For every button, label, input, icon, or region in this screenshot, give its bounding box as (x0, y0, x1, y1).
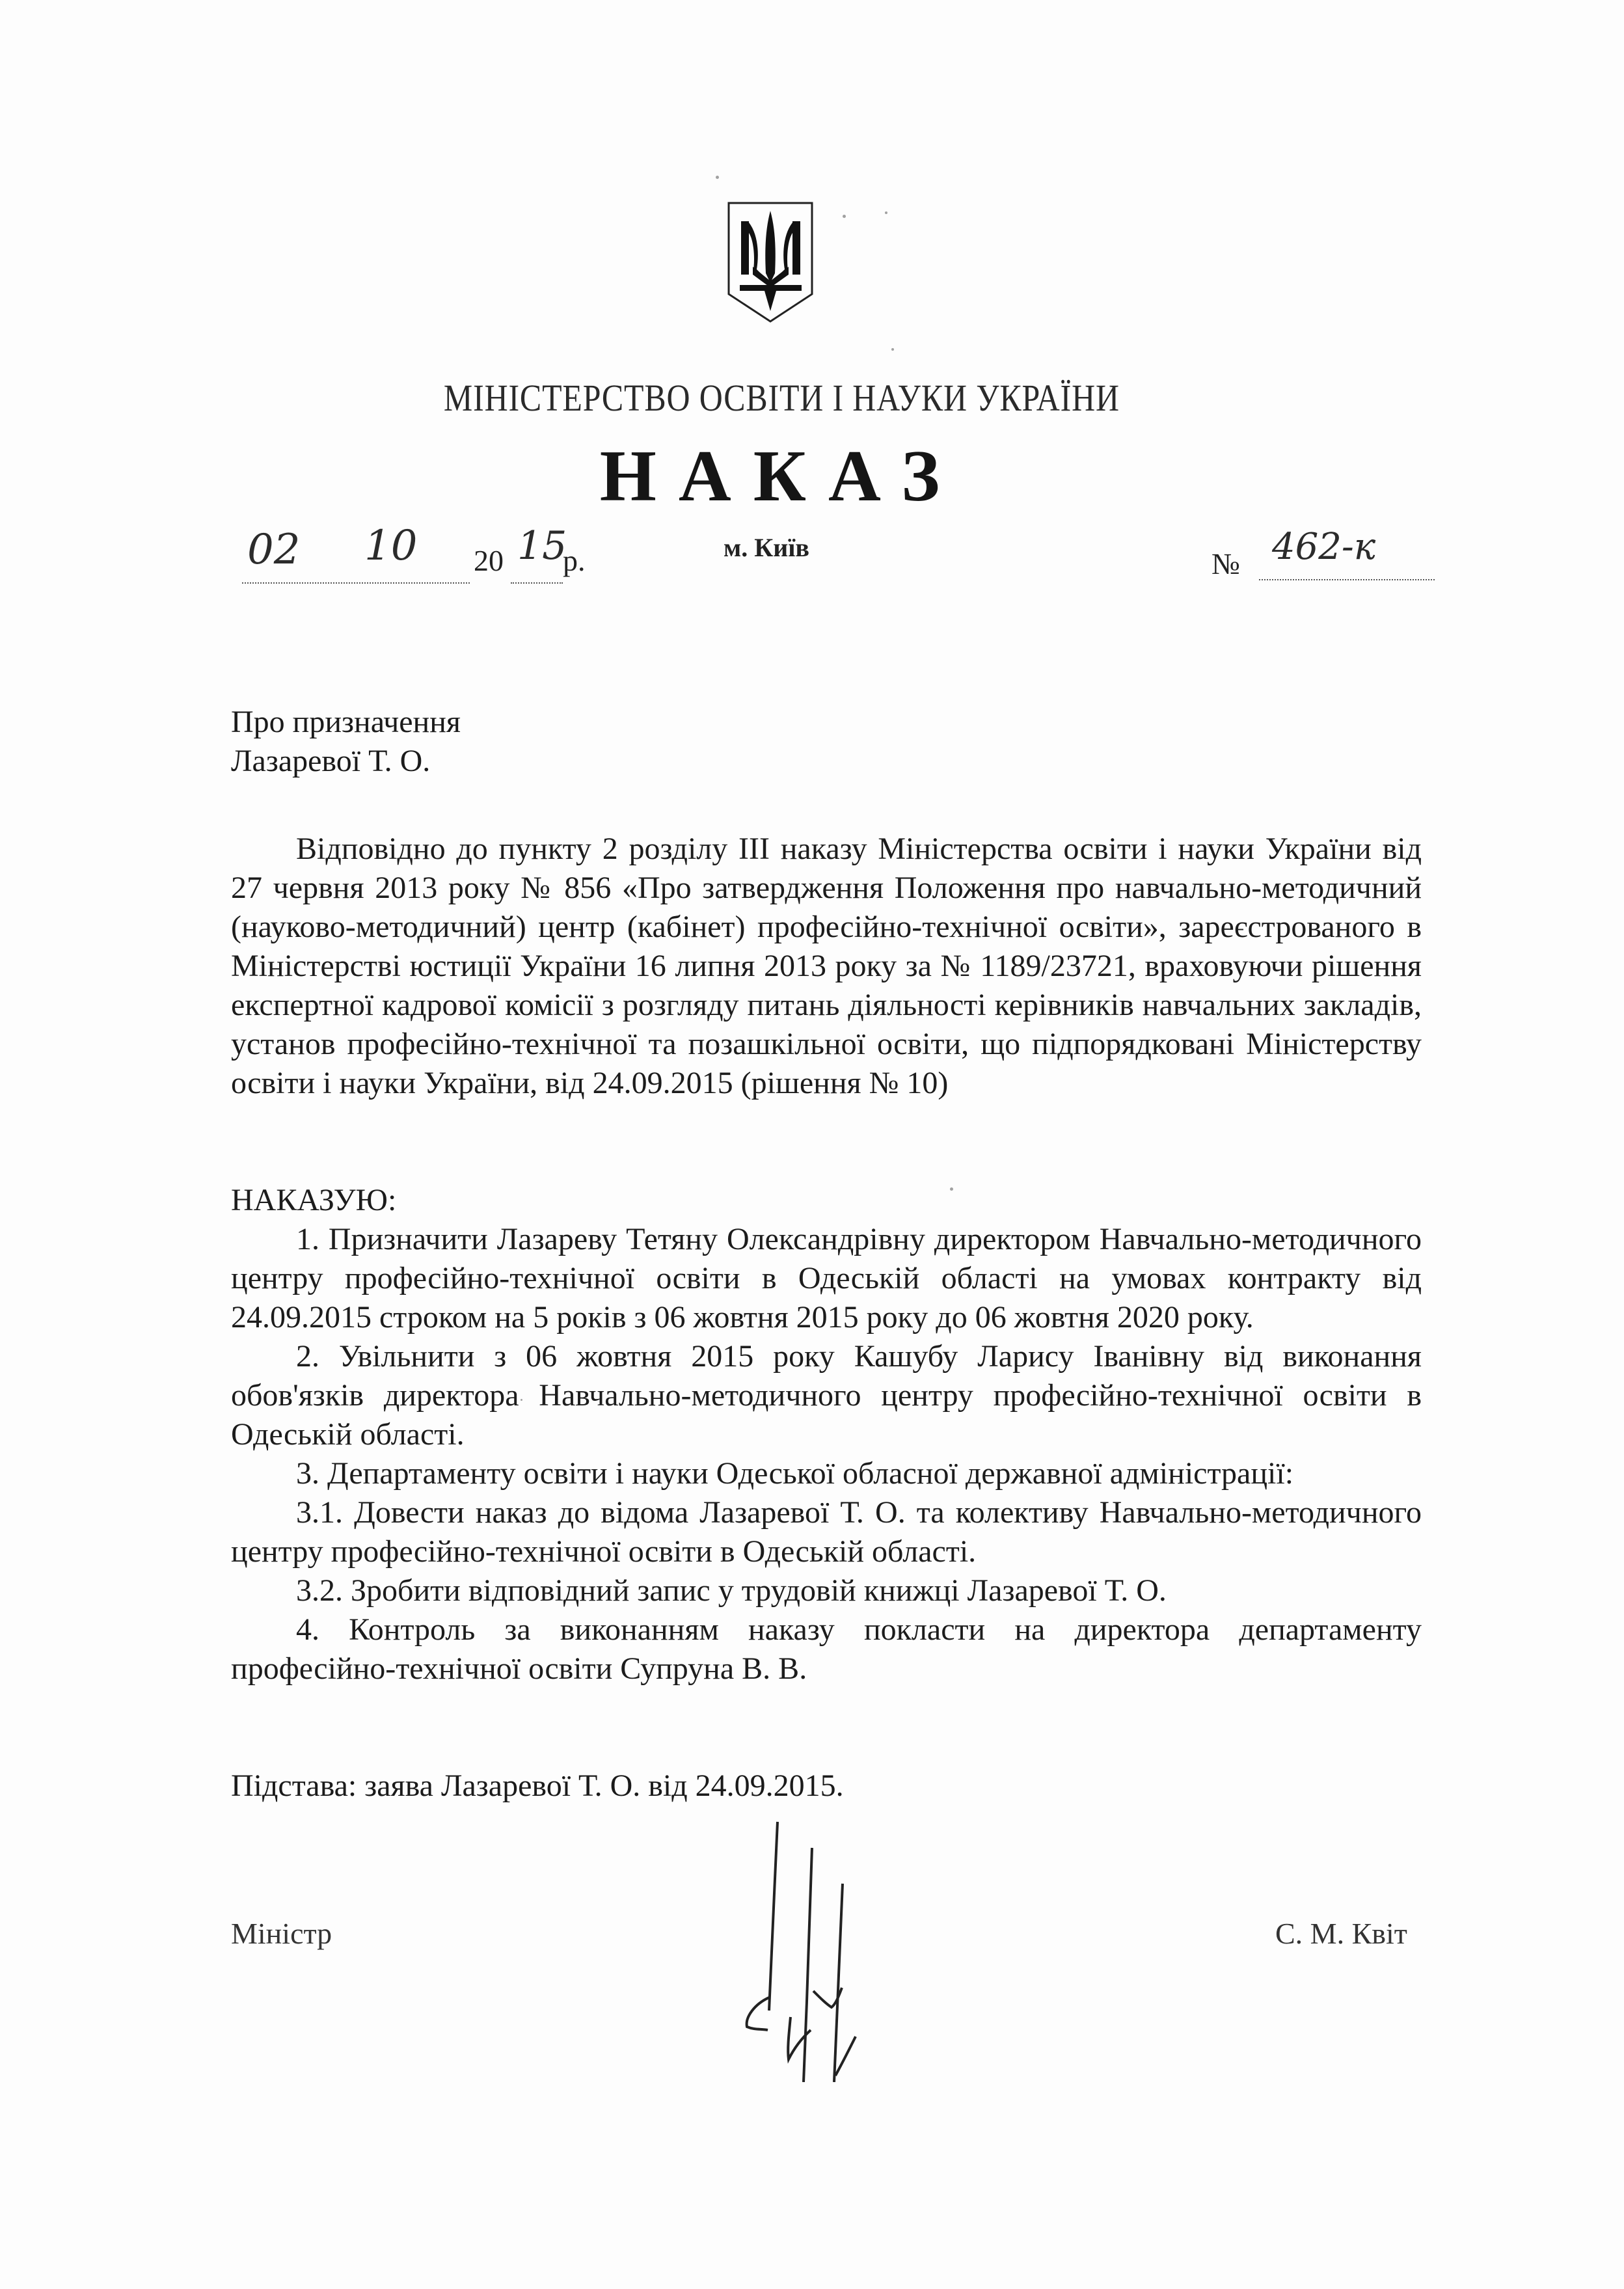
subject-line-1: Про призначення (231, 705, 461, 739)
order-number-handwritten: 462-к (1272, 526, 1376, 568)
date-year-prefix: 20 (474, 544, 504, 577)
order-item: 1. Призначити Лазареву Тетяну Олександрівну директором Навчально-методичного центру професійно-технічної освіти в Одеській області на умовах контракту від 24.09.2015 строком на 5 років з 06 жовтня 2015 року до 06 жовтня 2020 року. (231, 1222, 1422, 1334)
document-type-heading: НАКАЗ (599, 436, 962, 517)
signatory-role: Міністр (231, 1917, 332, 1950)
date-day-handwritten: 02 (247, 526, 301, 574)
number-underline (1259, 579, 1435, 580)
preamble-paragraph (231, 830, 1422, 1103)
scan-speck (891, 348, 894, 351)
trident-coat-of-arms-icon (727, 202, 815, 323)
date-month-handwritten: 10 (364, 522, 418, 570)
number-sign: № (1211, 547, 1240, 580)
order-item: 4. Контроль за виконанням наказу покласти на директора департаменту професійно-технічної освіти Супруна В. В. (231, 1612, 1422, 1686)
ministry-title: МІНІСТЕРСТВО ОСВІТИ І НАУКИ УКРАЇНИ (443, 377, 1120, 419)
preamble-text: Відповідно до пункту 2 розділу III наказу Міністерства освіти і науки України від 27 червня 2013 року № 856 «Про затвердження Положення про навчально-методичний (науково-методичний) центр (кабінет) професійно-технічної освіти», зареєстрованого в Міністерстві юстиції України 16 липня 2013 року за № 1189/23721, враховуючи рішення експертної кадрової комісії з розгляду питань діяльності керівників навчальних закладів, установ професійно-технічної та позашкільної освіти, що підпорядковані Міністерству освіти і науки України, від 24.09.2015 (рішення № 10) (231, 832, 1422, 1100)
order-item: 3. Департаменту освіти і науки Одеської обласної державної адміністрації: (296, 1456, 1294, 1491)
year-underline (511, 582, 563, 584)
order-item: 2. Увільнити з 06 жовтня 2015 року Кашубу Ларису Іванівну від виконання обов'язків директора Навчально-методичного центру професійно-технічної освіти в Одеській області. (231, 1339, 1422, 1452)
orders-heading: НАКАЗУЮ: (231, 1183, 397, 1217)
order-item: 3.1. Довести наказ до відома Лазаревої Т. О. та колективу Навчально-методичного центру професійно-технічної освіти в Одеській області. (231, 1495, 1422, 1569)
date-year-abbr: р. (563, 544, 586, 577)
date-underline (242, 582, 470, 584)
orders-section (231, 1181, 1422, 1688)
city-label: м. Київ (724, 533, 810, 562)
date-year-suffix-handwritten: 15 (517, 523, 567, 569)
date-line (0, 521, 1624, 592)
signatory-name: С. М. Квіт (1275, 1917, 1407, 1950)
scan-speck (843, 215, 846, 218)
handwritten-signature (683, 1809, 1048, 2082)
subject-block (231, 703, 461, 781)
subject-line-2: Лазаревої Т. О. (231, 744, 431, 778)
scan-speck (885, 211, 887, 214)
basis-line: Підстава: заява Лазаревої Т. О. від 24.09.2015. (231, 1768, 844, 1803)
scan-speck (716, 176, 719, 179)
order-item: 3.2. Зробити відповідний запис у трудовій книжці Лазаревої Т. О. (296, 1573, 1167, 1608)
